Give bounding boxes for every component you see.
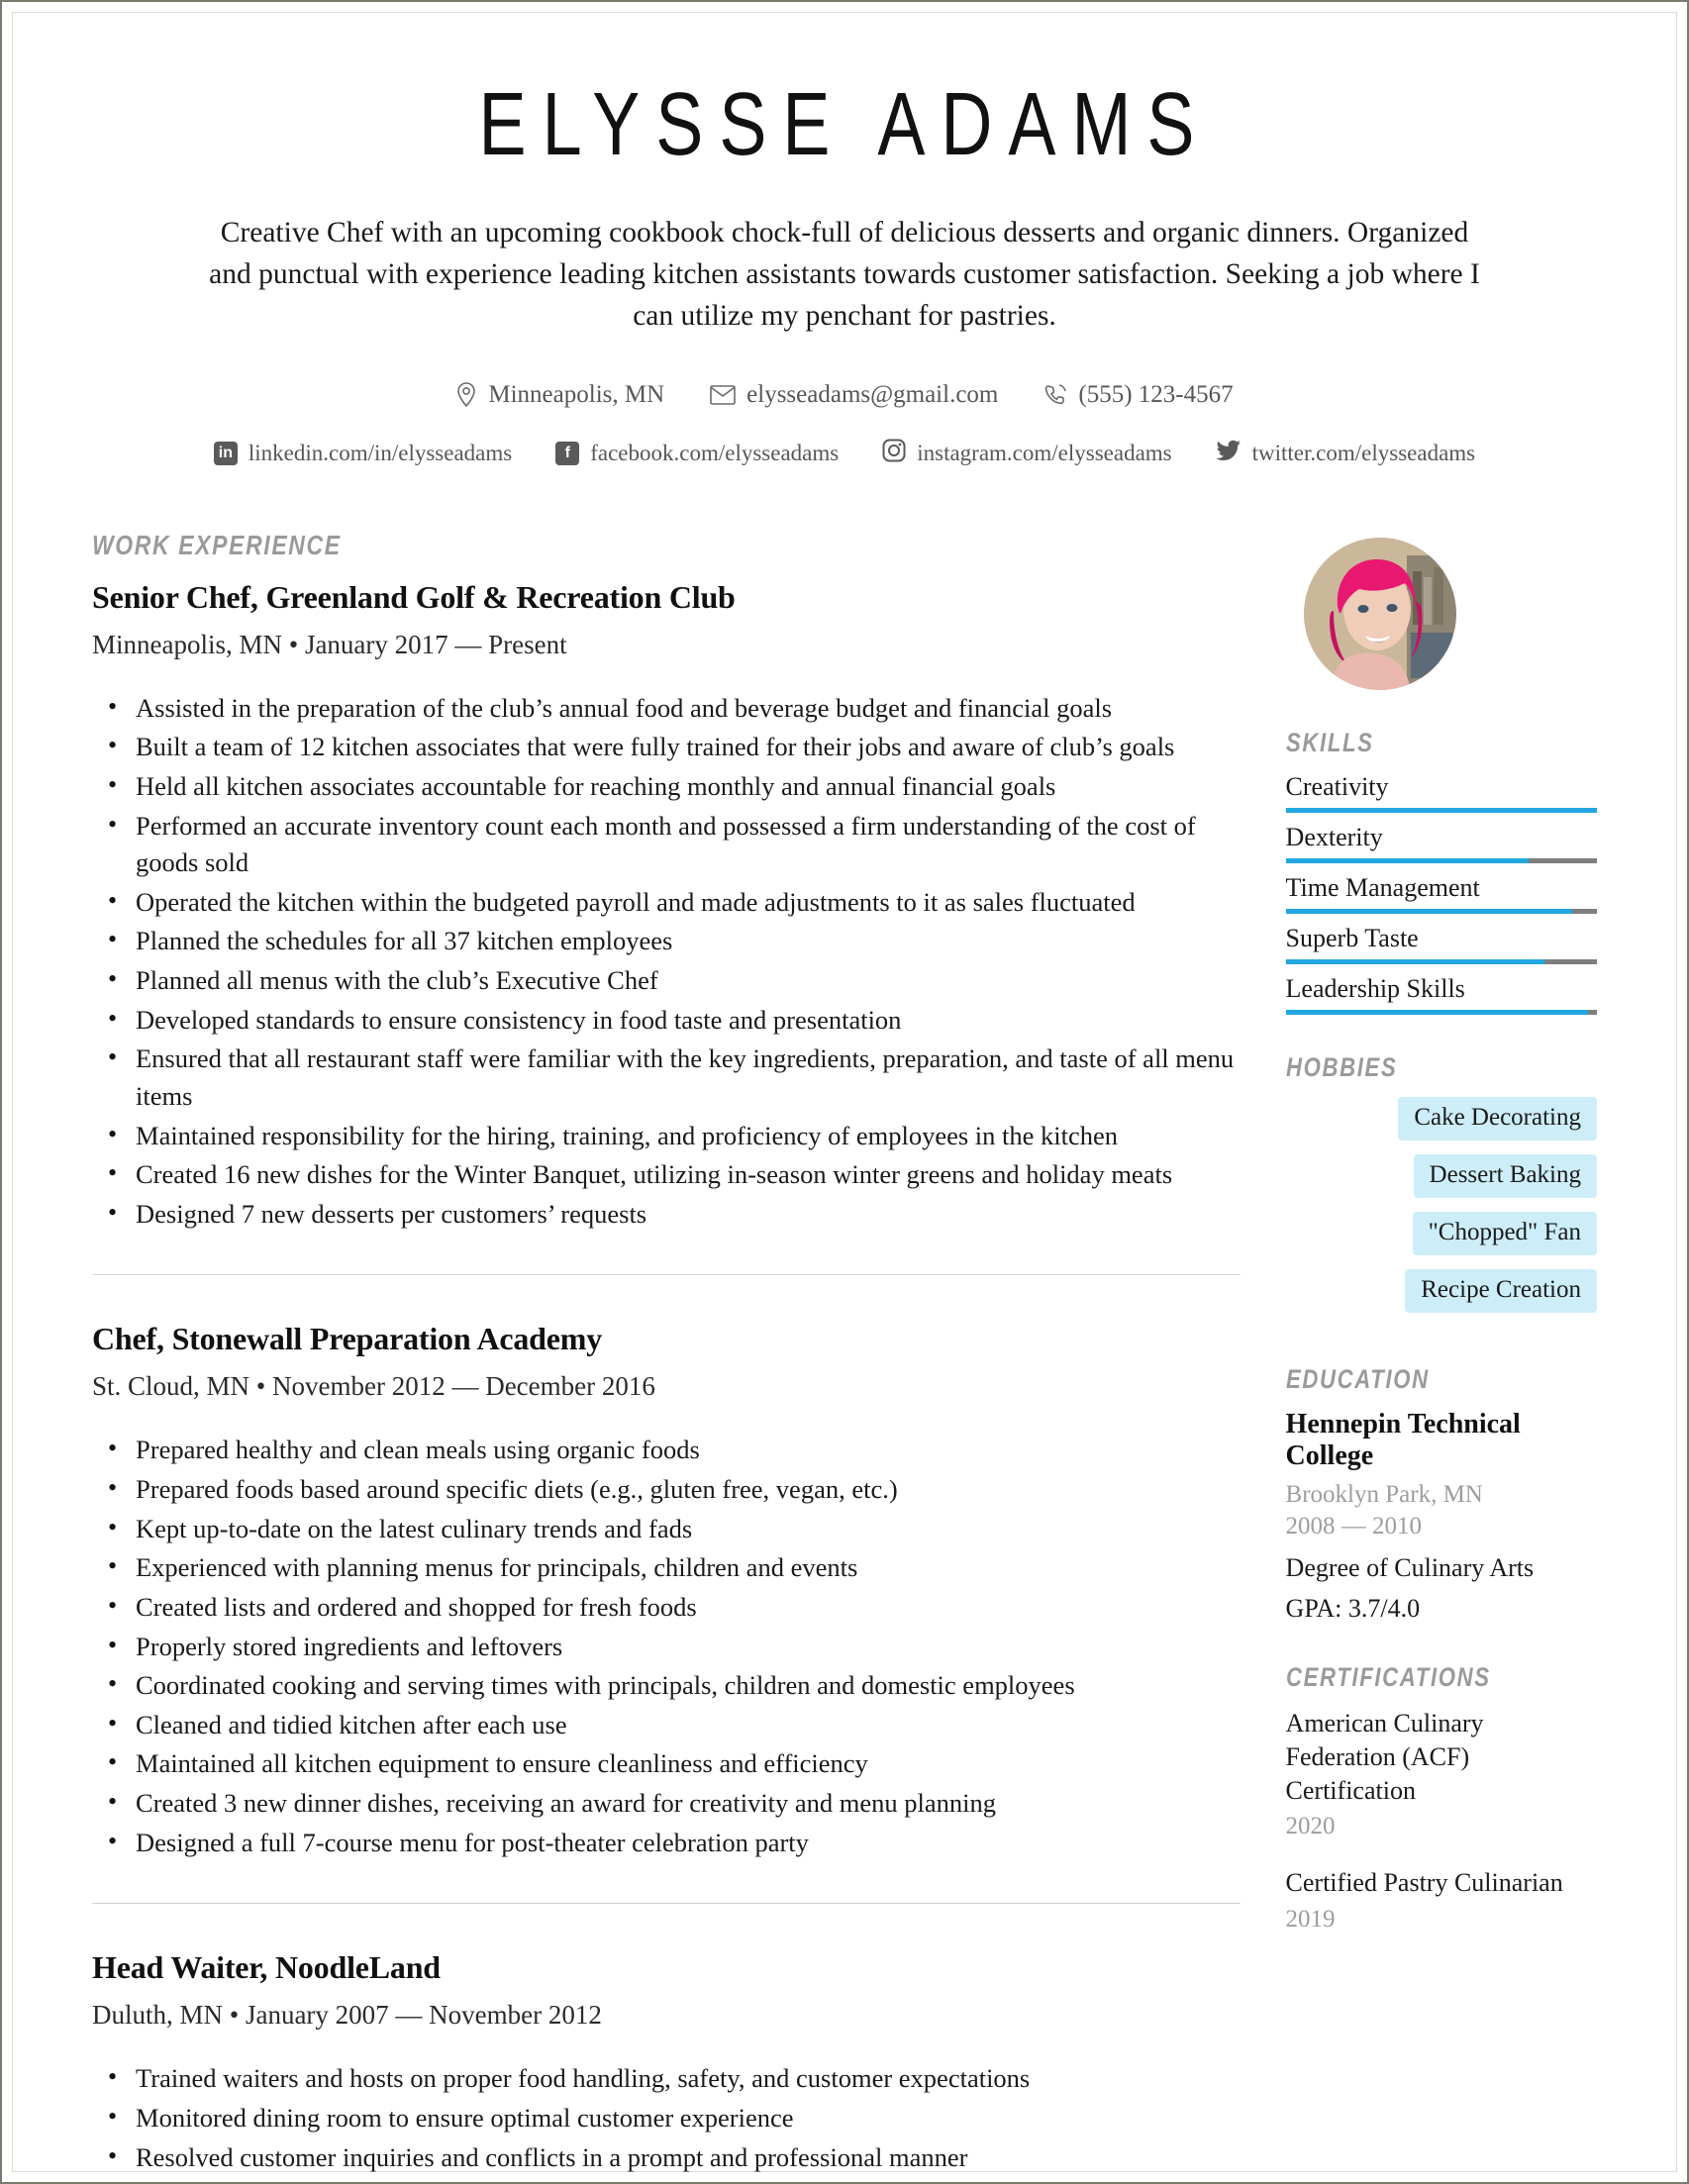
job-meta: St. Cloud, MN • November 2012 — December 2016 — [92, 1371, 655, 1402]
skill-item — [1286, 873, 1597, 914]
contact-phone-text: (555) 123-4567 — [1078, 380, 1234, 408]
skill-item — [1286, 924, 1597, 964]
job-bullet: • Operated the kitchen within the budgeted payroll and made adjustments to it as sales fluctuated — [134, 884, 1241, 922]
job-bullet: • Coordinated cooking and serving times with principals, children and domestic employees — [134, 1667, 1241, 1705]
hobbies-list — [1286, 1097, 1597, 1327]
certifications-heading: CERTIFICATIONS — [1285, 1662, 1491, 1693]
skills-section — [1286, 728, 1597, 1015]
job-bullet: • Planned the schedules for all 37 kitchen employees — [134, 923, 1241, 960]
social-link-twitter[interactable] — [1216, 440, 1475, 467]
skill-label: Dexterity — [1285, 822, 1383, 851]
section-divider — [92, 1274, 1241, 1275]
skill-item — [1286, 772, 1597, 813]
skill-fill — [1286, 1010, 1588, 1015]
skill-label: Leadership Skills — [1285, 973, 1465, 1003]
hobby-pill: Recipe Creation — [1405, 1269, 1597, 1313]
certifications-section — [1286, 1662, 1597, 1934]
facebook-icon: f — [555, 442, 579, 465]
hobby-pill: Dessert Baking — [1414, 1154, 1597, 1198]
job-bullet: • Built a team of 12 kitchen associates that were fully trained for their jobs and aware of club’s goals — [134, 729, 1241, 766]
social-link-linkedin-text: linkedin.com/in/elysseadams — [248, 440, 513, 465]
education-school: Hennepin Technical College — [1285, 1408, 1521, 1472]
skill-item — [1286, 974, 1597, 1015]
resume-inner-frame — [12, 12, 1677, 2172]
skill-track — [1286, 808, 1597, 813]
contact-email-text: elysseadams@gmail.com — [746, 380, 999, 408]
skill-track — [1286, 909, 1597, 914]
phone-icon — [1043, 383, 1067, 407]
hobbies-heading: HOBBIES — [1285, 1051, 1397, 1082]
job-bullet: • Monitored dining room to ensure optimal customer experience — [134, 2100, 1241, 2137]
job-bullet: • Ensured that all restaurant staff were familiar with the key ingredients, preparation, and taste of all menu items — [134, 1041, 1241, 1115]
job-entry-1 — [92, 1321, 1241, 1861]
job-bullet: • Experienced with planning menus for principals, children and events — [134, 1549, 1241, 1587]
work-experience-column — [92, 530, 1241, 2181]
job-title: Senior Chef, Greenland Golf & Recreation Club — [92, 578, 736, 615]
skill-fill — [1286, 959, 1544, 964]
skill-fill — [1286, 909, 1572, 914]
skill-label: Superb Taste — [1285, 923, 1419, 952]
skill-label: Creativity — [1285, 771, 1389, 801]
hobby-pill: "Chopped" Fan — [1413, 1212, 1597, 1255]
social-link-linkedin[interactable] — [214, 441, 512, 466]
skill-label: Time Management — [1285, 872, 1480, 902]
job-bullet: • Kept up-to-date on the latest culinary trends and fads — [134, 1511, 1241, 1548]
job-bullet: • Properly stored ingredients and leftovers — [134, 1629, 1241, 1666]
job-bullets — [92, 2060, 1241, 2176]
skill-track — [1286, 858, 1597, 863]
certification-name: American Culinary Federation (ACF) Certification — [1285, 1709, 1484, 1805]
skill-track — [1286, 1010, 1597, 1015]
education-heading: EDUCATION — [1285, 1363, 1430, 1394]
certification-year: 2020 — [1285, 1813, 1336, 1840]
job-bullet: • Created 16 new dishes for the Winter Banquet, utilizing in-season winter greens and holiday meats — [134, 1156, 1241, 1194]
skill-fill — [1286, 858, 1529, 863]
certification-item — [1286, 1866, 1597, 1934]
job-bullet: • Trained waiters and hosts on proper food handling, safety, and customer expectations — [134, 2060, 1241, 2098]
job-bullet: • Prepared healthy and clean meals using organic foods — [134, 1432, 1241, 1469]
twitter-icon — [1216, 440, 1242, 467]
job-bullet: • Designed a full 7-course menu for post-theater celebration party — [134, 1825, 1241, 1862]
job-meta: Minneapolis, MN • January 2017 — Present — [92, 629, 567, 659]
education-degree: Degree of Culinary Arts — [1285, 1552, 1535, 1582]
education-gpa: GPA: 3.7/4.0 — [1285, 1593, 1421, 1623]
job-bullet: • Performed an accurate inventory count each month and possessed a firm understanding of the cost of goods sold — [134, 808, 1241, 882]
social-link-facebook[interactable] — [555, 441, 839, 466]
contact-email[interactable] — [710, 381, 998, 409]
job-meta: Duluth, MN • January 2007 — November 2012 — [92, 2000, 602, 2031]
sidebar-column — [1286, 530, 1597, 1960]
job-bullet: • Assisted in the preparation of the club’s annual food and beverage budget and financial goals — [134, 690, 1241, 728]
skill-fill — [1286, 808, 1597, 813]
social-link-instagram[interactable] — [882, 439, 1171, 468]
education-section — [1286, 1364, 1597, 1625]
skill-track — [1286, 959, 1597, 964]
job-title: Chef, Stonewall Preparation Academy — [92, 1321, 603, 1357]
job-entry-0 — [92, 579, 1241, 1234]
job-bullet: • Created 3 new dinner dishes, receiving an award for creativity and menu planning — [134, 1785, 1241, 1823]
job-bullet: • Developed standards to ensure consistency in food taste and presentation — [134, 1002, 1241, 1040]
job-bullet: • Cleaned and tidied kitchen after each use — [134, 1707, 1241, 1744]
job-bullet: • Created lists and ordered and shopped for fresh foods — [134, 1589, 1241, 1627]
education-dates: 2008 — 2010 — [1285, 1513, 1423, 1540]
job-bullets — [92, 690, 1241, 1234]
contact-phone[interactable] — [1043, 381, 1233, 409]
social-link-facebook-text: facebook.com/elysseadams — [590, 440, 840, 465]
contact-row — [92, 381, 1597, 409]
job-title: Head Waiter, NoodleLand — [92, 1949, 441, 1986]
contact-location[interactable] — [455, 381, 664, 409]
certification-name: Certified Pastry Culinarian — [1285, 1868, 1563, 1898]
job-bullet: • Maintained all kitchen equipment to ensure cleanliness and efficiency — [134, 1745, 1241, 1783]
resume-body — [92, 530, 1597, 2181]
page-title: ELYSSE ADAMS — [478, 75, 1211, 174]
job-bullets — [92, 1432, 1241, 1861]
education-location: Brooklyn Park, MN — [1285, 1480, 1483, 1508]
profile-summary: Creative Chef with an upcoming cookbook chock-full of delicious desserts and organic dinners. Organized and punctual with experience leading kitchen assistants towards customer satisfaction. Seeking a job where I can utilize my penchant for pastries. — [209, 217, 1480, 332]
job-bullet: • Designed 7 new desserts per customers’ requests — [134, 1196, 1241, 1234]
location-pin-icon — [455, 382, 477, 408]
social-links-row — [92, 439, 1597, 468]
job-bullet: • Planned all menus with the club’s Executive Chef — [134, 962, 1241, 1000]
section-divider — [92, 1903, 1241, 1904]
job-bullet: • Maintained responsibility for the hiring, training, and proficiency of employees in the kitchen — [134, 1118, 1241, 1155]
certification-year: 2019 — [1285, 1906, 1336, 1934]
job-entry-2 — [92, 1949, 1241, 2176]
linkedin-icon: in — [214, 442, 238, 465]
instagram-icon — [882, 439, 906, 468]
social-link-twitter-text: twitter.com/elysseadams — [1251, 440, 1476, 465]
envelope-icon — [710, 384, 736, 406]
job-bullet: • Resolved customer inquiries and conflicts in a prompt and professional manner — [134, 2139, 1241, 2177]
hobbies-section — [1286, 1052, 1597, 1327]
job-bullet: • Prepared foods based around specific diets (e.g., gluten free, vegan, etc.) — [134, 1471, 1241, 1509]
work-experience-heading: WORK EXPERIENCE — [92, 529, 342, 560]
social-link-instagram-text: instagram.com/elysseadams — [917, 440, 1172, 465]
job-bullet: • Held all kitchen associates accountable for reaching monthly and annual financial goals — [134, 768, 1241, 806]
contact-location-text: Minneapolis, MN — [488, 380, 665, 408]
skill-item — [1286, 823, 1597, 863]
skills-heading: SKILLS — [1285, 727, 1374, 757]
certification-item — [1286, 1707, 1597, 1840]
hobby-pill: Cake Decorating — [1398, 1097, 1597, 1141]
avatar — [1304, 538, 1456, 690]
